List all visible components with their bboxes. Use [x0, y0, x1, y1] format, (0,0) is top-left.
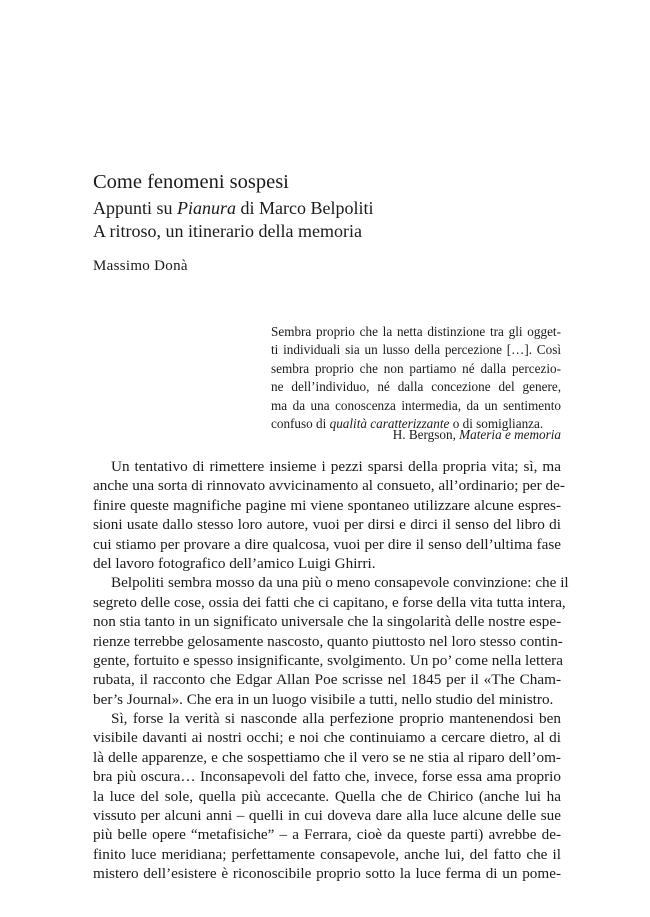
body-line: finito luce meridiana; perfettamente consapevole, anche lui, del fatto che il [93, 845, 561, 863]
epigraph-line: ne dell’individuo, né dalla concezione del genere, [271, 379, 561, 395]
body-line: là delle apparenze, e che sospettiamo che il vero se ne stia al riparo dell’om- [93, 748, 561, 766]
epigraph-line: Sembra proprio che la netta distinzione tra gli ogget- [271, 324, 561, 339]
body-line: anche una sorta di rinnovato avvicinamento al consueto, all’ordinario; per de- [93, 477, 565, 495]
body-line: più belle opere “metafisiche” – a Ferrara, cioè da queste parti) avrebbe de- [93, 826, 561, 844]
body-line: segreto delle cose, ossia dei fatti che ci capitano, e forse della vita tutta intera, [93, 593, 566, 611]
epigraph-last-pre: confuso di [271, 416, 330, 432]
subtitle-text-pre: Appunti su [93, 198, 178, 218]
epigraph-attribution [271, 426, 561, 444]
body-line: non stia tanto in un significato universale che la singolarità delle nostre espe- [93, 613, 562, 631]
body-line: sioni usate dallo stesso loro autore, vuoi per dirsi e dirci il senso del libro di [93, 516, 561, 534]
body-line: finire queste magnifiche pagine mi viene spontaneo utilizzare alcune espres- [93, 496, 561, 514]
epigraph-line: ma da una conoscenza intermedia, da un sentimento [271, 397, 561, 413]
body-line: vissuto per alcuni anni – quelli in cui doveva dare alla luce alcune delle sue [93, 807, 561, 825]
subtitle-book-title: Pianura [177, 198, 237, 218]
subtitle-text-post: di Marco Belpoliti [236, 198, 374, 218]
epigraph-quote [271, 323, 561, 433]
body-line: cui stiamo per provare a dire qualcosa, vuoi per dire il senso dell’ultima fase [93, 535, 561, 553]
body-line: mistero dell’esistere è riconoscibile proprio sotto la luce ferma di un pome- [93, 865, 561, 883]
body-line: visibile davanti ai nostri occhi; e noi che continuiamo a cercare dietro, al di [93, 729, 561, 747]
body-line: Un tentativo di rimettere insieme i pezzi sparsi della propria vita; sì, ma [111, 458, 561, 475]
body-line: del lavoro fotografico dell’amico Luigi Ghirri. [93, 554, 376, 572]
attribution-work: Materia e memoria [459, 427, 561, 442]
epigraph-line: sembra proprio che non partiamo né dalla percezio- [271, 360, 561, 376]
epigraph-italic-term: qualità caratterizzante [329, 416, 450, 432]
epigraph-line: ti individuali sia un lusso della percezione […]. Così [271, 342, 561, 358]
author-name: Massimo Donà [93, 258, 188, 274]
body-line: Sì, forse la verità si nasconde alla perfezione proprio mantenendosi ben [111, 710, 561, 728]
body-line: ber’s Journal». Che era in un luogo visibile a tutti, nello studio del ministro. [93, 690, 554, 708]
body-line: la luce del sole, quella più accecante. Quella che de Chirico (anche lui ha [93, 787, 561, 805]
body-line: rienze terrebbe gelosamente nascosto, quanto piuttosto nel loro stesso contin- [93, 632, 563, 650]
attribution-author: H. Bergson, [392, 427, 460, 442]
body-line: rubata, il racconto che Edgar Allan Poe scrisse nel 1845 per il «The Cham- [93, 671, 561, 689]
body-line: bra più oscura… Inconsapevoli del fatto che, invece, forse essa ama proprio [93, 768, 561, 786]
chapter-subtitle-2: A ritroso, un itinerario della memoria [93, 221, 362, 241]
epigraph-last-post: o di somiglianza. [449, 416, 544, 432]
body-text [93, 457, 569, 884]
body-line: gente, fortuito e spesso insignificante, svolgimento. Un po’ come nella lettera [93, 651, 563, 669]
chapter-title: Come fenomeni sospesi [93, 171, 289, 193]
body-line: Belpoliti sembra mosso da una più o meno consapevole convinzione: che il [111, 574, 569, 592]
chapter-subtitle-1 [93, 197, 374, 219]
